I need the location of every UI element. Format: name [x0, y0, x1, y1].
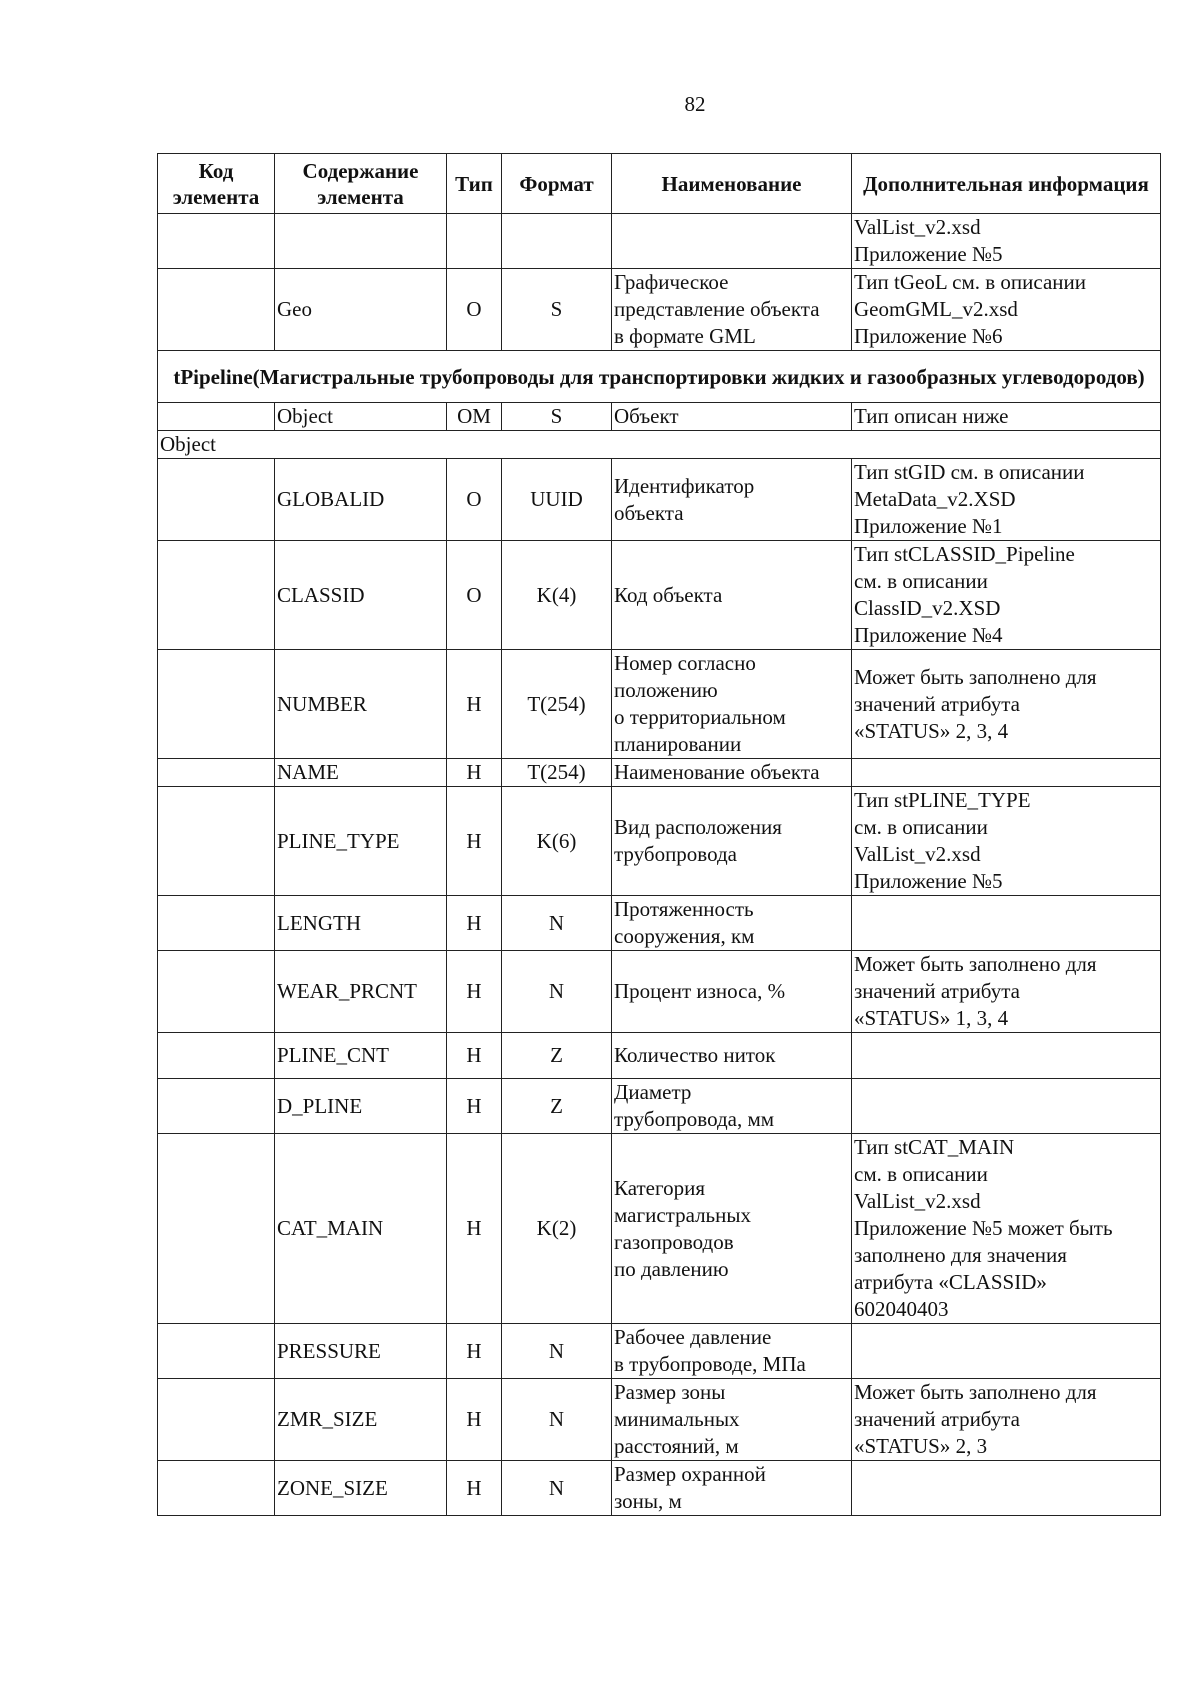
cell-type: О: [447, 269, 502, 351]
cell-name-line: газопроводов: [614, 1229, 734, 1254]
cell-info-line: Приложение №4: [854, 623, 1003, 647]
cell-name: Объект: [612, 403, 852, 431]
object-label: Object: [158, 431, 1161, 459]
cell-info-line: см. в описании: [854, 1162, 988, 1186]
cell-type: Н: [447, 650, 502, 759]
cell-info: [852, 1379, 1161, 1461]
cell-info: [852, 1461, 1161, 1516]
cell-info: [852, 541, 1161, 650]
cell-name-line: Графическое: [614, 270, 729, 294]
table-row: [158, 759, 1161, 787]
cell-info-line: «STATUS» 2, 3, 4: [854, 718, 1009, 743]
cell-name-line: Диаметр: [614, 1080, 692, 1104]
cell-type: Н: [447, 1033, 502, 1079]
cell-code: [158, 951, 275, 1033]
cell-format: Z: [502, 1079, 612, 1134]
cell-code: [158, 403, 275, 431]
header-code: Код элемента: [158, 154, 275, 214]
table-row: [158, 459, 1161, 541]
cell-type: Н: [447, 1379, 502, 1461]
cell-name-line: минимальных: [614, 1407, 740, 1431]
table-row: [158, 650, 1161, 759]
cell-name: [612, 759, 852, 787]
cell-content: Geo: [275, 269, 447, 351]
cell-format: S: [502, 269, 612, 351]
table-row: [158, 269, 1161, 351]
cell-info-line: MetaData_v2.XSD: [854, 487, 1016, 511]
cell-format: N: [502, 1324, 612, 1379]
cell-format: T(254): [502, 759, 612, 787]
cell-info-line: Тип stCAT_MAIN: [854, 1135, 1015, 1159]
cell-format: T(254): [502, 650, 612, 759]
cell-info-line: Приложение №5: [854, 242, 1003, 266]
cell-type: Н: [447, 951, 502, 1033]
cell-info-line: см. в описании: [854, 569, 988, 593]
cell-info: [852, 1324, 1161, 1379]
cell-code: [158, 459, 275, 541]
cell-info-line: Тип tGeoL см. в описании: [854, 270, 1087, 294]
cell-name-line: Размер охранной: [614, 1462, 766, 1486]
cell-type: Н: [447, 759, 502, 787]
cell-format: N: [502, 896, 612, 951]
cell-format: K(4): [502, 541, 612, 650]
cell-format: N: [502, 1461, 612, 1516]
cell-name-line: по давлению: [614, 1256, 729, 1281]
cell-code: [158, 787, 275, 896]
cell-content: NUMBER: [275, 650, 447, 759]
cell-info-line: Приложение №5 может быть: [854, 1216, 1113, 1240]
cell-type: ОМ: [447, 403, 502, 431]
cell-info: [852, 787, 1161, 896]
cell-code: [158, 1461, 275, 1516]
cell-content: CLASSID: [275, 541, 447, 650]
cell-name-line: расстояний, м: [614, 1434, 739, 1458]
cell-format: [502, 214, 612, 269]
cell-info: [852, 759, 1161, 787]
cell-name: [612, 1079, 852, 1134]
cell-content: PLINE_TYPE: [275, 787, 447, 896]
table-row: [158, 787, 1161, 896]
cell-code: [158, 1324, 275, 1379]
cell-name-line: о территориальном: [614, 705, 786, 729]
cell-format: S: [502, 403, 612, 431]
cell-name-line: трубопровода, мм: [614, 1107, 775, 1131]
cell-name: [612, 1033, 852, 1079]
table-row: [158, 1079, 1161, 1134]
cell-info-line: значений атрибута: [854, 979, 1020, 1003]
cell-info: [852, 269, 1161, 351]
cell-content: CAT_MAIN: [275, 1134, 447, 1324]
cell-name: [612, 269, 852, 351]
table-header-row: [158, 154, 1161, 214]
cell-info: [852, 1033, 1161, 1079]
header-name: Наименование: [612, 154, 852, 214]
cell-name: [612, 951, 852, 1033]
cell-name: [612, 1461, 852, 1516]
cell-info-line: значений атрибута: [854, 1407, 1020, 1431]
cell-code: [158, 650, 275, 759]
header-type: Тип: [447, 154, 502, 214]
cell-name: [612, 1324, 852, 1379]
cell-name-line: Процент износа, %: [614, 979, 786, 1003]
table-row: [158, 1324, 1161, 1379]
cell-info-line: Приложение №1: [854, 514, 1003, 538]
table-row: [158, 1033, 1161, 1079]
cell-name-line: Наименование объекта: [614, 760, 820, 784]
cell-info: [852, 650, 1161, 759]
cell-name-line: Размер зоны: [614, 1380, 726, 1404]
cell-name: [612, 1134, 852, 1324]
cell-name: [612, 459, 852, 541]
cell-info: [852, 214, 1161, 269]
page-number: 82: [684, 92, 706, 116]
cell-type: О: [447, 459, 502, 541]
table-row: [158, 214, 1161, 269]
cell-info-line: «STATUS» 2, 3: [854, 1434, 988, 1458]
cell-content: NAME: [275, 759, 447, 787]
cell-format: Z: [502, 1033, 612, 1079]
cell-name: [612, 787, 852, 896]
cell-info: [852, 951, 1161, 1033]
cell-name-line: трубопровода: [614, 842, 737, 866]
cell-info-line: Может быть заполнено для: [854, 1380, 1097, 1404]
cell-content: LENGTH: [275, 896, 447, 951]
cell-type: Н: [447, 1461, 502, 1516]
cell-type: О: [447, 541, 502, 650]
table-row: [158, 1379, 1161, 1461]
cell-name: [612, 650, 852, 759]
cell-type: Н: [447, 787, 502, 896]
cell-code: [158, 1079, 275, 1134]
cell-name-line: положению: [614, 678, 718, 702]
cell-name-line: Категория: [614, 1175, 705, 1200]
cell-name: [612, 1379, 852, 1461]
cell-name-line: зоны, м: [614, 1489, 682, 1513]
cell-code: [158, 214, 275, 269]
header-content: Содержание элемента: [275, 154, 447, 214]
cell-format: N: [502, 1379, 612, 1461]
table-row: [158, 896, 1161, 951]
cell-code: [158, 896, 275, 951]
cell-code: [158, 541, 275, 650]
cell-info-line: Приложение №6: [854, 324, 1003, 348]
cell-info: [852, 1079, 1161, 1134]
cell-info-line: ClassID_v2.XSD: [854, 596, 1001, 620]
cell-info-line: Может быть заполнено для: [854, 664, 1097, 689]
cell-content: WEAR_PRCNT: [275, 951, 447, 1033]
cell-format: K(2): [502, 1134, 612, 1324]
cell-content: D_PLINE: [275, 1079, 447, 1134]
cell-format: UUID: [502, 459, 612, 541]
cell-name-line: в формате GML: [614, 324, 756, 348]
section-title: tPipeline(Магистральные трубопроводы для транспортировки жидких и газообразных углеводородов): [158, 351, 1161, 403]
cell-name: [612, 214, 852, 269]
table-row: [158, 1134, 1161, 1324]
cell-name-line: Протяженность: [614, 897, 754, 921]
cell-content: GLOBALID: [275, 459, 447, 541]
cell-name: [612, 896, 852, 951]
cell-info-line: ValList_v2.xsd: [854, 215, 981, 239]
cell-content: PLINE_CNT: [275, 1033, 447, 1079]
cell-info-line: ValList_v2.xsd: [854, 1189, 981, 1213]
cell-name-line: сооружения, км: [614, 924, 755, 948]
cell-code: [158, 1379, 275, 1461]
cell-info-line: 602040403: [854, 1297, 949, 1321]
cell-info-line: Тип stPLINE_TYPE: [854, 788, 1031, 812]
cell-code: [158, 759, 275, 787]
object-row: [158, 403, 1161, 431]
table-row: [158, 541, 1161, 650]
cell-info-line: см. в описании: [854, 815, 988, 839]
cell-type: Н: [447, 1134, 502, 1324]
cell-code: [158, 269, 275, 351]
element-spec-table: [157, 153, 1161, 1516]
cell-name-line: Вид расположения: [614, 815, 782, 839]
cell-info-line: ValList_v2.xsd: [854, 842, 981, 866]
object-label-row: [158, 431, 1161, 459]
cell-name-line: планировании: [614, 732, 742, 756]
cell-name-line: в трубопроводе, МПа: [614, 1352, 806, 1376]
cell-type: [447, 214, 502, 269]
cell-info-line: Тип stCLASSID_Pipeline: [854, 542, 1075, 566]
cell-info-line: атрибута «CLASSID»: [854, 1270, 1047, 1294]
cell-info-line: Приложение №5: [854, 869, 1003, 893]
cell-name-line: Количество ниток: [614, 1043, 776, 1067]
cell-info: [852, 896, 1161, 951]
cell-name-line: Идентификатор: [614, 473, 755, 498]
cell-info-line: Тип stGID см. в описании: [854, 460, 1085, 484]
cell-content: PRESSURE: [275, 1324, 447, 1379]
cell-name: [612, 541, 852, 650]
cell-info-line: GeomGML_v2.xsd: [854, 297, 1018, 321]
table-row: [158, 1461, 1161, 1516]
cell-info: [852, 459, 1161, 541]
header-format: Формат: [502, 154, 612, 214]
cell-info-line: заполнено для значения: [854, 1243, 1067, 1267]
cell-name-line: представление объекта: [614, 297, 820, 321]
cell-info-line: «STATUS» 1, 3, 4: [854, 1006, 1009, 1030]
cell-content: ZMR_SIZE: [275, 1379, 447, 1461]
section-row: [158, 351, 1161, 403]
cell-name-line: Код объекта: [614, 582, 723, 607]
cell-content: ZONE_SIZE: [275, 1461, 447, 1516]
cell-info-line: Может быть заполнено для: [854, 952, 1097, 976]
cell-code: [158, 1033, 275, 1079]
cell-format: K(6): [502, 787, 612, 896]
cell-content: Object: [275, 403, 447, 431]
cell-code: [158, 1134, 275, 1324]
cell-content: [275, 214, 447, 269]
cell-name-line: объекта: [614, 500, 684, 525]
cell-name-line: магистральных: [614, 1202, 751, 1227]
cell-info: Тип описан ниже: [852, 403, 1161, 431]
table-row: [158, 951, 1161, 1033]
cell-format: N: [502, 951, 612, 1033]
cell-name-line: Номер согласно: [614, 651, 756, 675]
cell-info: [852, 1134, 1161, 1324]
cell-type: Н: [447, 1079, 502, 1134]
cell-type: Н: [447, 1324, 502, 1379]
cell-info-line: значений атрибута: [854, 691, 1020, 716]
cell-type: Н: [447, 896, 502, 951]
header-info: Дополнительная информация: [852, 154, 1161, 214]
cell-name-line: Рабочее давление: [614, 1325, 772, 1349]
